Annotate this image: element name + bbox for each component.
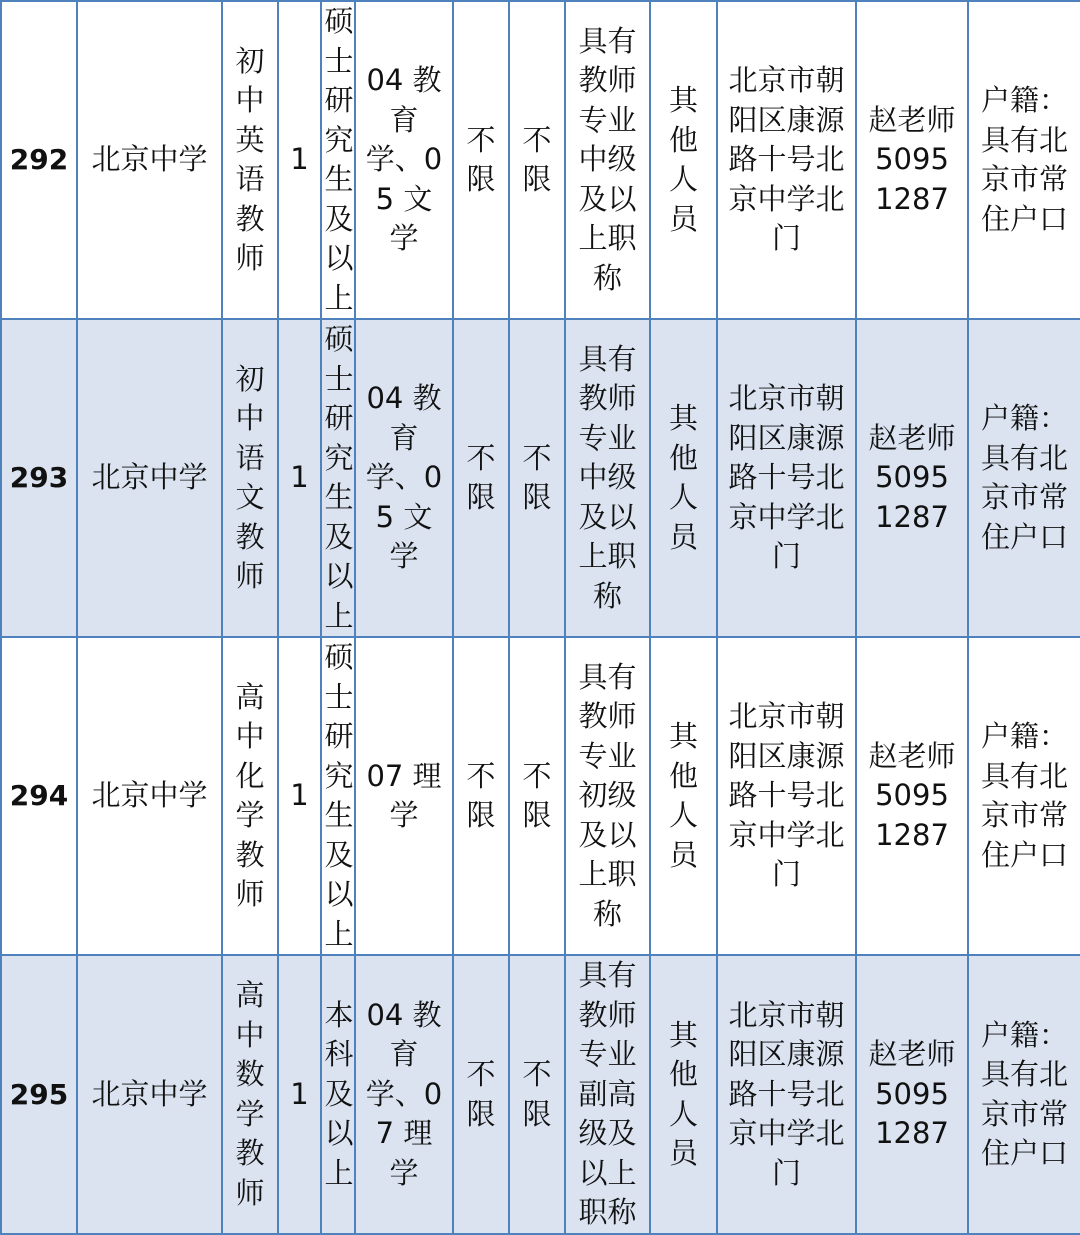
address-cell [717,1,856,319]
contact-cell [856,637,968,955]
other-requirement-text: 户籍：具有北京市常住户口 [980,1017,1068,1170]
title-requirement-text: 具有教师专业副高级及以上职称 [578,958,637,1230]
address-text: 北京市朝阳区康源路十号北京中学北门 [728,63,845,256]
contact-cell [856,955,968,1234]
restriction-cell-b [509,955,565,1234]
restriction-cell-b [509,319,565,637]
restriction-text-b: 不限 [522,1057,552,1131]
position-text: 高中数学教师 [235,978,265,1210]
other-requirement-text: 户籍：具有北京市常住户口 [980,401,1068,554]
restriction-text-a: 不限 [466,440,496,514]
applicant-text: 其他人员 [668,1017,698,1170]
title-requirement-cell [565,1,650,319]
contact-cell [856,319,968,637]
position-text: 初中语文教师 [235,361,265,593]
major-text: 04 教育学、05 文学 [365,381,443,574]
applicant-text: 其他人员 [668,401,698,554]
other-requirement-cell [968,637,1080,955]
applicant-cell [650,637,717,955]
unit-cell: 北京中学 [77,637,222,955]
applicant-cell [650,319,717,637]
applicant-text: 其他人员 [668,83,698,236]
applicant-cell [650,955,717,1234]
major-text: 04 教育学、05 文学 [365,63,443,256]
restriction-text-b: 不限 [522,440,552,514]
position-text: 高中化学教师 [235,679,265,911]
major-text: 07 理学 [366,758,442,832]
major-cell [355,319,453,637]
restriction-text-b: 不限 [522,758,552,832]
education-text: 本科及以上 [324,997,354,1190]
position-cell [222,319,278,637]
title-requirement-text: 具有教师专业中级及以上职称 [578,341,637,613]
restriction-cell-a [453,319,509,637]
education-cell [321,637,355,955]
major-text: 04 教育学、07 理学 [365,997,443,1190]
education-text: 硕士研究生及以上 [324,640,354,951]
restriction-text-a: 不限 [466,122,496,196]
title-requirement-cell [565,955,650,1234]
restriction-text-a: 不限 [466,758,496,832]
education-cell [321,955,355,1234]
other-requirement-text: 户籍：具有北京市常住户口 [980,83,1068,236]
table-row [1,637,1080,955]
restriction-text-a: 不限 [466,1057,496,1131]
count-cell: 1 [278,637,321,955]
row-id-cell: 294 [1,637,77,955]
contact-text: 赵老师50951287 [868,1037,956,1151]
title-requirement-text: 具有教师专业中级及以上职称 [578,23,637,295]
applicant-text: 其他人员 [668,719,698,872]
other-requirement-text: 户籍：具有北京市常住户口 [980,719,1068,872]
unit-cell: 北京中学 [77,955,222,1234]
title-requirement-cell [565,637,650,955]
row-id-cell: 293 [1,319,77,637]
restriction-cell-b [509,637,565,955]
other-requirement-cell [968,319,1080,637]
table-row [1,319,1080,637]
unit-cell: 北京中学 [77,1,222,319]
major-cell [355,637,453,955]
restriction-cell-a [453,955,509,1234]
address-cell [717,319,856,637]
row-id-cell: 292 [1,1,77,319]
unit-cell: 北京中学 [77,319,222,637]
address-cell [717,955,856,1234]
count-cell: 1 [278,1,321,319]
title-requirement-text: 具有教师专业初级及以上职称 [578,659,637,931]
major-cell [355,955,453,1234]
table-row [1,1,1080,319]
restriction-cell-a [453,1,509,319]
address-text: 北京市朝阳区康源路十号北京中学北门 [728,997,845,1190]
position-text: 初中英语教师 [235,43,265,275]
contact-text: 赵老师50951287 [868,102,956,216]
other-requirement-cell [968,1,1080,319]
position-cell [222,637,278,955]
title-requirement-cell [565,319,650,637]
education-text: 硕士研究生及以上 [324,4,354,315]
count-cell: 1 [278,319,321,637]
address-cell [717,637,856,955]
education-cell [321,1,355,319]
restriction-text-b: 不限 [522,122,552,196]
contact-cell [856,1,968,319]
address-text: 北京市朝阳区康源路十号北京中学北门 [728,699,845,892]
restriction-cell-b [509,1,565,319]
applicant-cell [650,1,717,319]
position-cell [222,1,278,319]
other-requirement-cell [968,955,1080,1234]
position-cell [222,955,278,1234]
contact-text: 赵老师50951287 [868,738,956,852]
row-id-cell: 295 [1,955,77,1234]
major-cell [355,1,453,319]
count-cell: 1 [278,955,321,1234]
address-text: 北京市朝阳区康源路十号北京中学北门 [728,381,845,574]
education-cell [321,319,355,637]
restriction-cell-a [453,637,509,955]
table-row [1,955,1080,1234]
contact-text: 赵老师50951287 [868,420,956,534]
education-text: 硕士研究生及以上 [324,322,354,633]
